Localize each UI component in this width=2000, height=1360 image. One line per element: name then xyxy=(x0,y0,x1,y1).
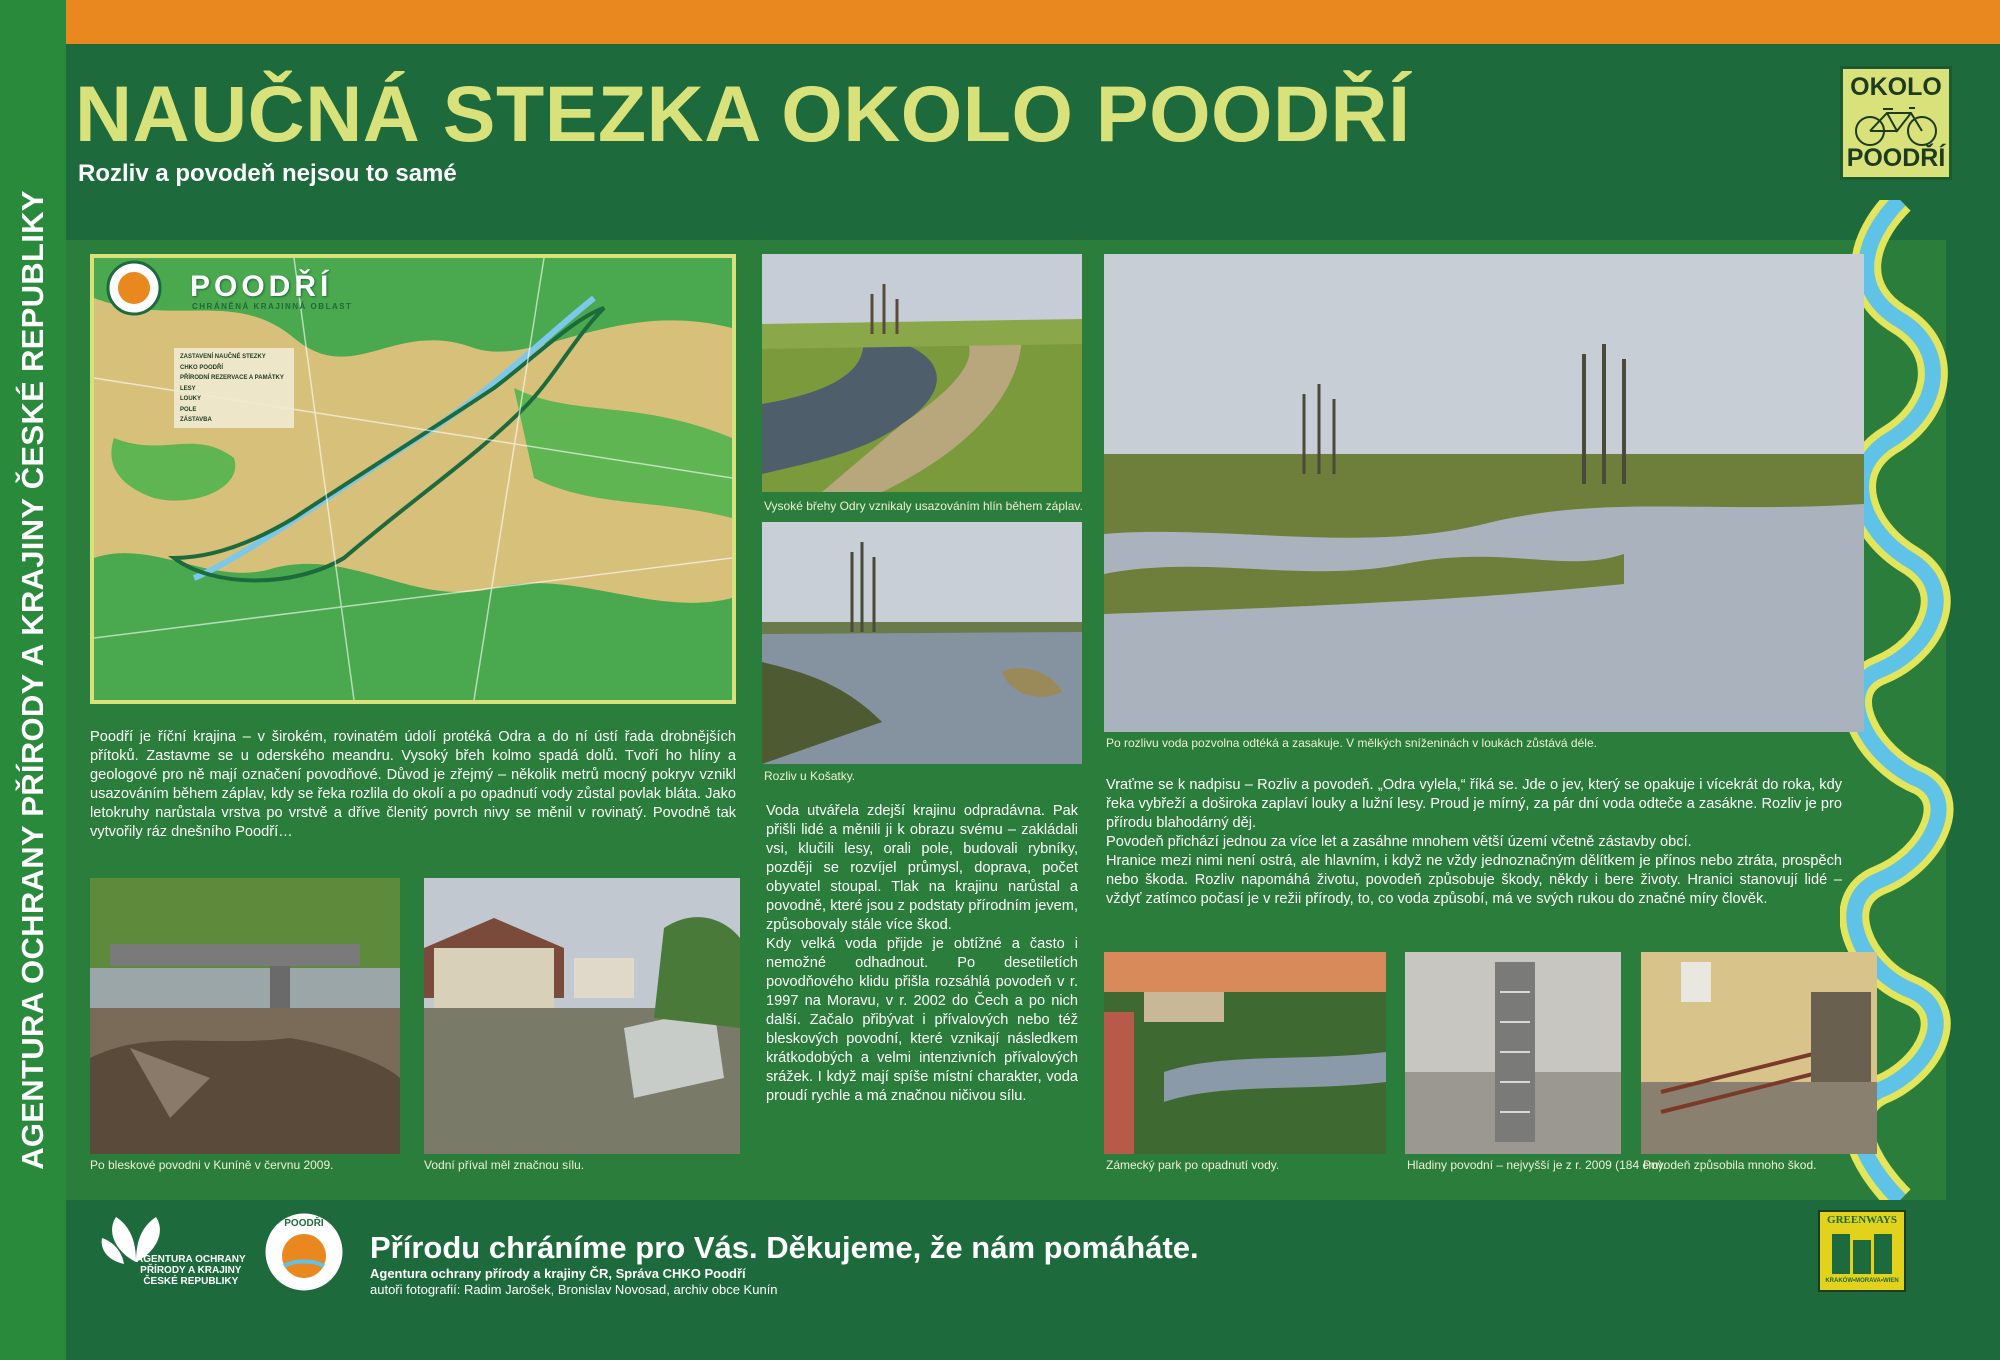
photo-gauge xyxy=(1405,952,1621,1154)
photo-river-banks xyxy=(762,254,1082,492)
okolo-poodri-logo xyxy=(1840,66,1952,180)
caption-river-banks: Vysoké břehy Odry vznikaly usazováním hlín během záplav. xyxy=(764,499,1083,513)
map-legend-item: ZASTAVENÍ NAUČNÉ STEZKY xyxy=(180,354,266,360)
photo-kunin xyxy=(90,878,400,1154)
damage-image xyxy=(1641,952,1877,1154)
photo-meadow xyxy=(1104,254,1864,732)
map-legend-item: LESY xyxy=(180,385,196,392)
kosatka-image xyxy=(762,522,1082,764)
meadow-image xyxy=(1104,254,1864,732)
side-vertical-text: AGENTURA OCHRANY PŘÍRODY A KRAJINY ČESKÉ REPUBLIKY xyxy=(15,190,50,1170)
caption-gauge: Hladiny povodní – nejvyšší je z r. 2009 (184 cm). xyxy=(1407,1158,1666,1172)
footer-panel xyxy=(66,1200,2000,1360)
greenways-logo xyxy=(1818,1210,1906,1292)
map-legend-item: ZÁSTAVBA xyxy=(180,417,212,423)
photo-damage xyxy=(1641,952,1877,1154)
map-legend-item: PŘÍRODNÍ REZERVACE A PAMÁTKY xyxy=(180,375,284,381)
bicycle-icon xyxy=(1853,105,1939,147)
map-legend-item: LOUKY xyxy=(180,396,201,402)
poodri-seal xyxy=(262,1210,346,1294)
map-legend-item: CHKO POODŘÍ xyxy=(180,364,224,371)
footer-organization: Agentura ochrany přírody a krajiny ČR, Správa CHKO Poodří xyxy=(370,1266,746,1281)
greenways-trees-icon xyxy=(1828,1230,1896,1274)
map-title: POODŘÍ xyxy=(190,270,333,303)
logo-top-text: OKOLO xyxy=(1850,73,1942,101)
map-subtitle: CHRÁNĚNÁ KRAJINNÁ OBLAST xyxy=(192,302,353,311)
aopk-logo-text: AGENTURA OCHRANY PŘÍRODY A KRAJINY ČESKÉ REPUBLIKY xyxy=(136,1254,246,1287)
map-graphic xyxy=(94,258,732,700)
photo-kosatka xyxy=(762,522,1082,764)
footer-photo-credits: autoři fotografií: Radim Jarošek, Bronislav Novosad, archiv obce Kunín xyxy=(370,1282,778,1297)
greenways-subtitle: KRAKÓW•MORAVA•WIEN xyxy=(1825,1278,1899,1284)
top-accent-bar xyxy=(0,0,2000,44)
caption-flood-house: Vodní příval měl značnou sílu. xyxy=(424,1158,585,1172)
kunin-image xyxy=(90,878,400,1154)
page-subtitle: Rozliv a povodeň nejsou to samé xyxy=(78,160,457,187)
gauge-image xyxy=(1405,952,1621,1154)
caption-park: Zámecký park po opadnutí vody. xyxy=(1106,1158,1280,1172)
photo-park xyxy=(1104,952,1386,1154)
river-banks-image xyxy=(762,254,1082,492)
map-legend-item: POLE xyxy=(180,406,197,413)
footer-slogan: Přírodu chráníme pro Vás. Děkujeme, že nám pomáháte. xyxy=(370,1230,1199,1265)
caption-kosatka: Rozliv u Košatky. xyxy=(764,769,856,783)
page-title: NAUČNÁ STEZKA OKOLO POODŘÍ xyxy=(75,69,1411,158)
flood-house-image xyxy=(424,878,740,1154)
middle-text: Voda utvářela zdejší krajinu odpradávna. Pak přišli lidé a měnili ji k obrazu svému – zakládali vsi, klučili lesy, orali pole, budovali rybníky, později se rozvíjel průmysl, doprava, počet obyvatel stoupal. Tlak na krajinu narůstal a povodně, které jsou z podstaty přírodním jevem, způsobovaly stále více škod. Kdy velká voda přijde je obtížné a často i nemožné odhadnout. Po desetiletích povodňového klidu přišla rozsáhlá povodeň v r. 1997 na Moravu, v r. 2002 do Čech a po nich další. Začalo přibývat i přívalových nebo též bleskových povodní, které vznikají následkem krátkodobých a velmi intenzivních přívalových srážek. I když mají spíše místní charakter, voda proudí rychle a má značnou ničivou sílu. xyxy=(766,803,1078,1104)
right-text: Vraťme se k nadpisu – Rozliv a povodeň. „Odra vylela,“ říká se. Jde o jev, který se opakuje i vícekrát do roka, kdy řeka vybřeží a doširoka zaplaví louky a lužní lesy. Proud je mírný, za pár dní voda odteče a zasákne. Rozliv je pro přírodu blahodárný děj. Povodeň přichází jednou za více let a zasáhne mnohem větší území včetně zástavby obcí. Hranice mezi nimi není ostrá, ale hlavním, i když ne vždy jednoznačným dělítkem je přínos nebo ztráta, prospěch nebo škoda. Rozliv napomáhá životu, povodeň způsobuje škody, někdy i bere životy. Hranici stanovují lidé – vždyť zatímco počasí je v režii přírody, to, co voda způsobí, má ve svých rukou do značné míry člověk. xyxy=(1106,777,1842,907)
caption-damage: Povodeň způsobila mnoho škod. xyxy=(1643,1158,1817,1172)
photo-flood-house xyxy=(424,878,740,1154)
logo-bottom-text: POODŘÍ xyxy=(1846,144,1946,172)
poodri-map xyxy=(90,254,736,704)
caption-kunin: Po bleskové povodni v Kuníně v červnu 2009. xyxy=(90,1158,334,1172)
intro-text: Poodří je říční krajina – v širokém, rovinatém údolí protéká Odra a do ní ústí řada drobnějších přítoků. Zastavme se u oderského meandru. Vysoký břeh kolmo spadá dolů. Tvoří ho hlíny a geologové pro ně mají označení povodňové. Důvod je zřejmý – několik metrů mocný pokryv vznikl usazováním během záplav, kdy se řeka rozlila do okolí a po opadnutí vody zůstal povlak bláta. Jako letokruhy narůstala vrstva po vrstvě a dříve členitý povrch nivy se měnil v rovinatý. Povodně tak vytvořily ráz dnešního Poodří… xyxy=(90,729,736,840)
poodri-seal-text: POODŘÍ xyxy=(284,1218,324,1229)
greenways-title: GREENWAYS xyxy=(1827,1214,1897,1226)
map-legend xyxy=(180,352,284,426)
caption-meadow: Po rozlivu voda pozvolna odtéká a zasakuje. V mělkých sníženinách v loukách zůstává déle. xyxy=(1106,736,1597,750)
park-image xyxy=(1104,952,1386,1154)
